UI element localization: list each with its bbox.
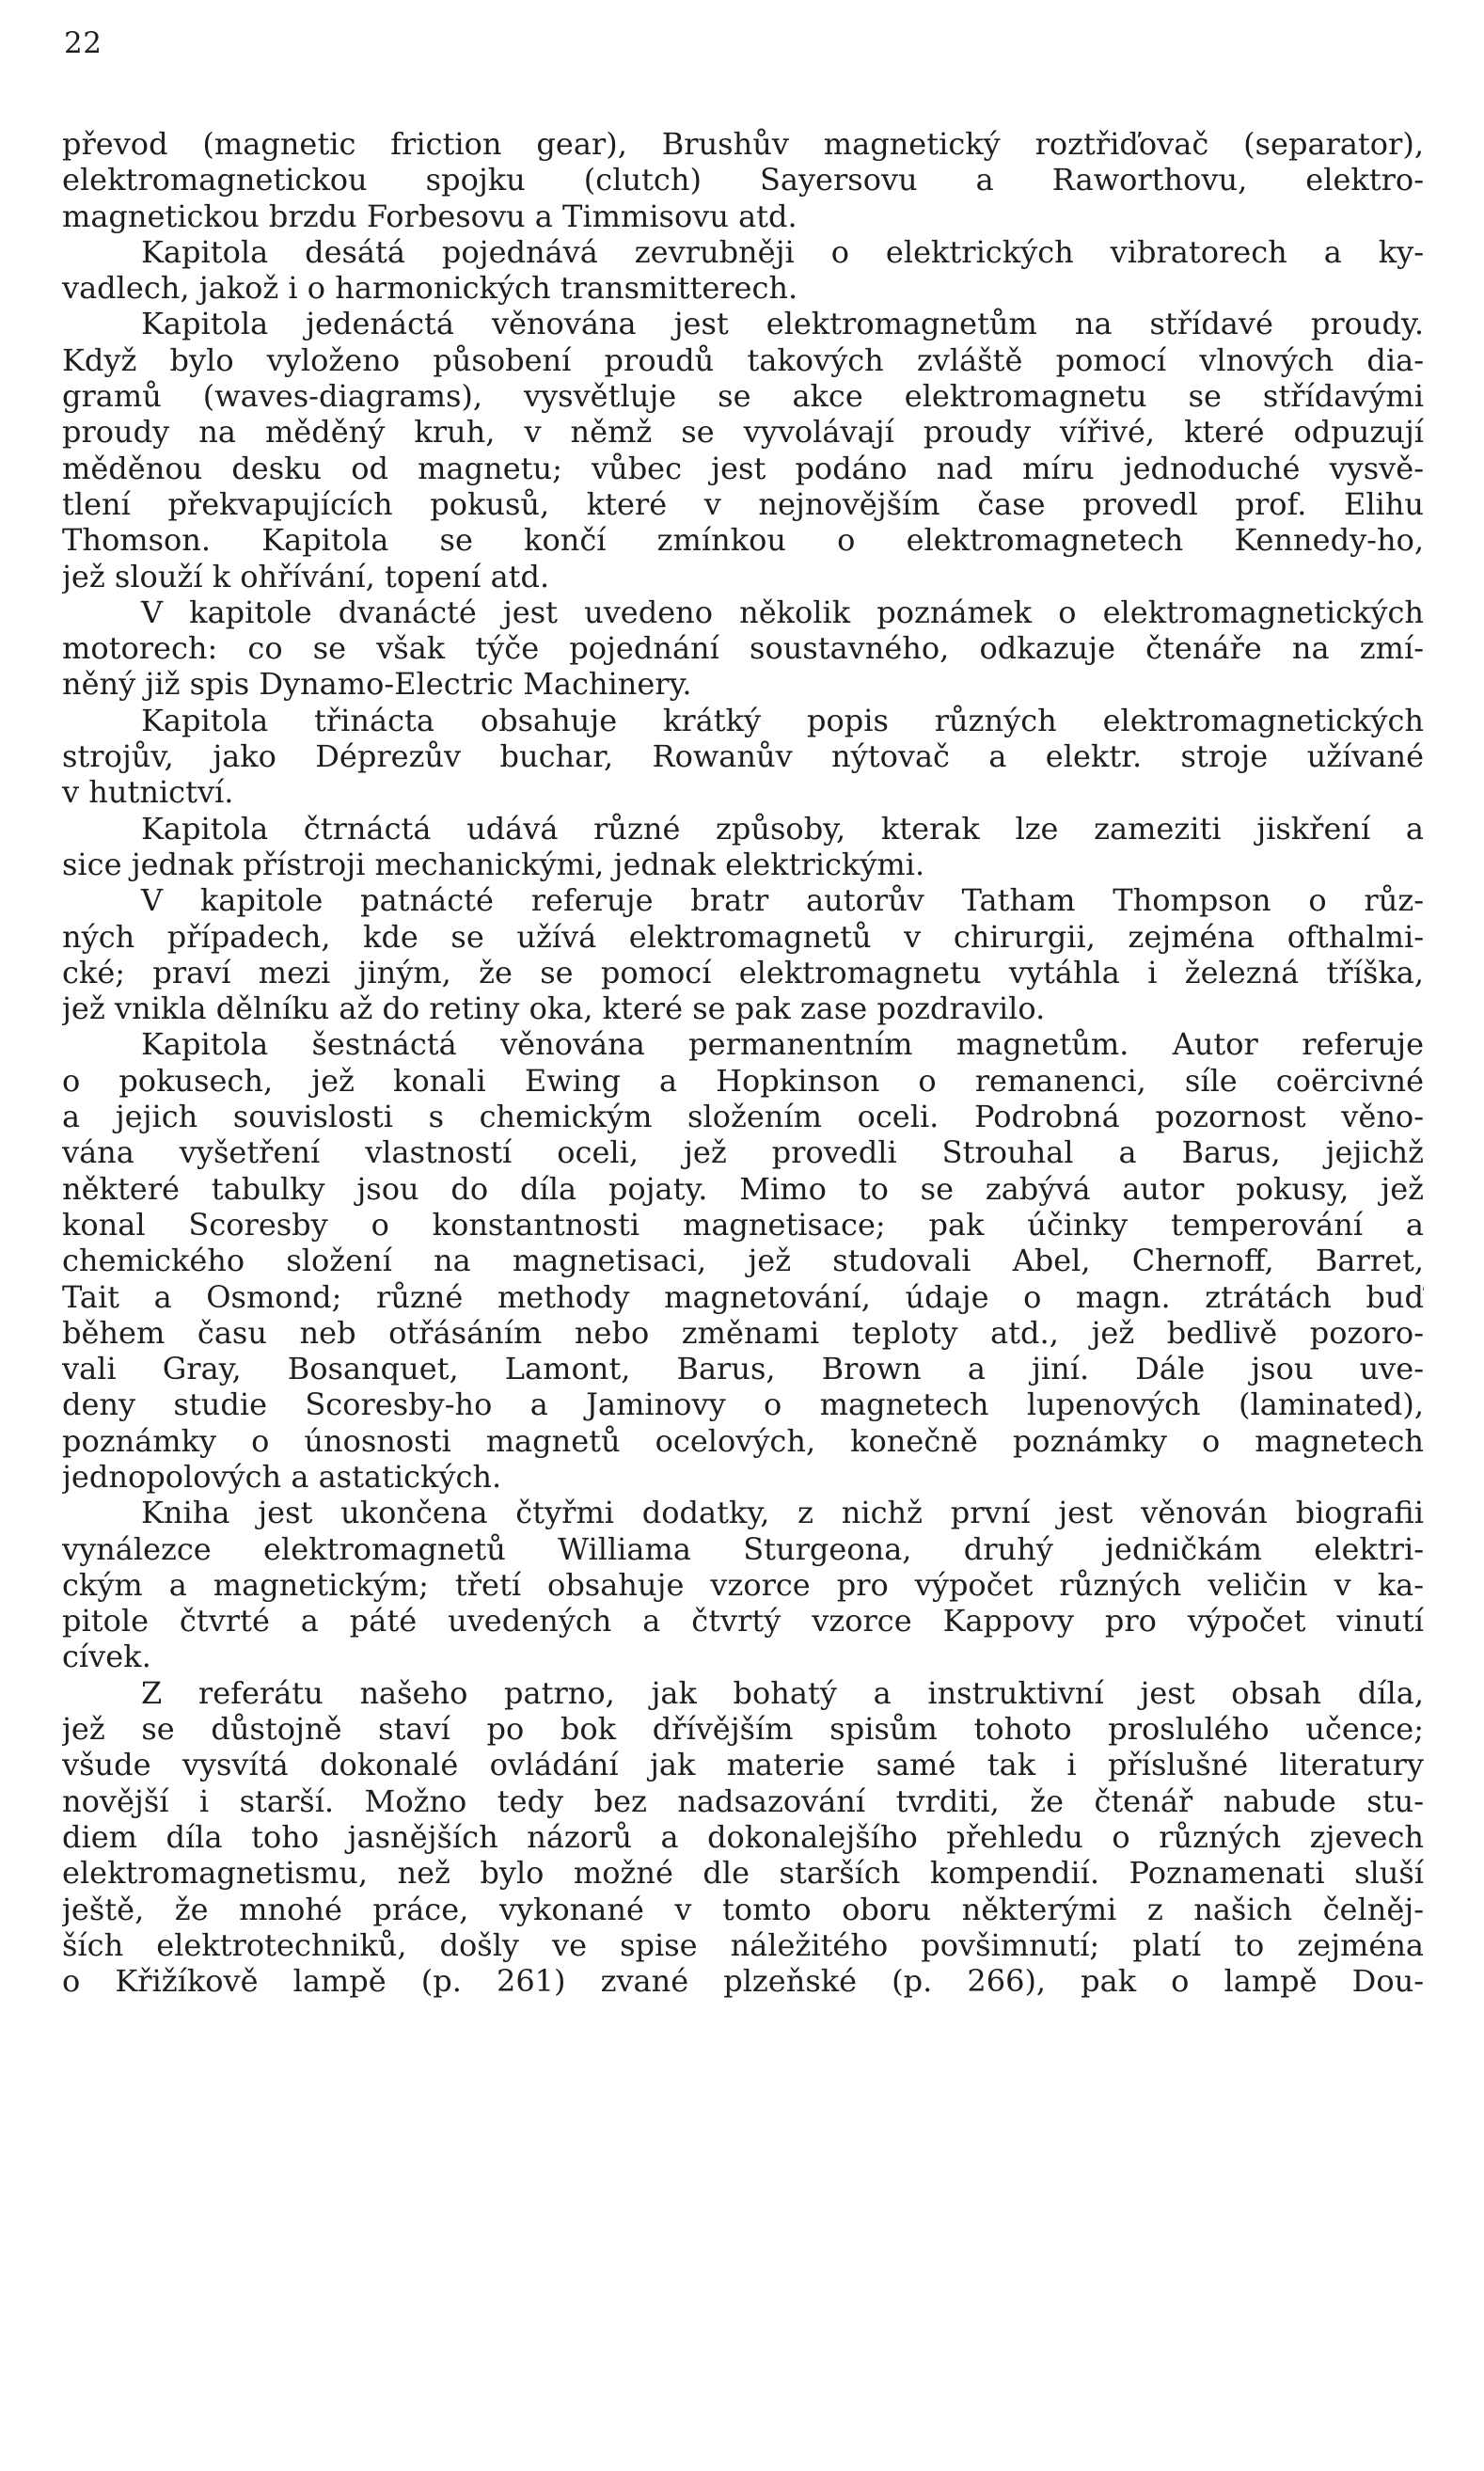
text-line: elektromagnetickou spojku (clutch) Sayersovu a Raworthovu, elektro- xyxy=(62,162,1424,198)
text-line: magnetickou brzdu Forbesovu a Timmisovu atd. xyxy=(62,198,797,234)
text-line: pitole čtvrté a páté uvedených a čtvrtý vzorce Kappovy pro výpočet vinutí xyxy=(62,1603,1424,1639)
text-line: vána vyšetření vlastností oceli, jež provedli Strouhal a Barus, jejichž xyxy=(62,1134,1424,1171)
text-line: Kniha jest ukončena čtyřmi dodatky, z nichž první jest věnován biografii xyxy=(141,1495,1424,1531)
text-line: vadlech, jakož i o harmonických transmitterech. xyxy=(62,270,798,307)
text-line: v hutnictví. xyxy=(62,774,234,811)
text-line: něný již spis Dynamo-Electric Machinery. xyxy=(62,666,692,703)
text-line: Z referátu našeho patrno, jak bohatý a instruktivní jest obsah díla, xyxy=(141,1674,1424,1711)
text-line: všude vysvítá dokonalé ovládání jak materie samé tak i příslušné literatury xyxy=(62,1747,1424,1783)
text-line: deny studie Scoresby-ho a Jaminovy o magnetech lupenových (laminated), xyxy=(62,1386,1424,1423)
text-line: jež slouží k ohřívání, topení atd. xyxy=(62,558,550,594)
text-line: diem díla toho jasnějších názorů a dokonalejšího přehledu o různých zjevech xyxy=(62,1818,1424,1855)
text-line: sice jednak přístroji mechanickými, jednak elektrickými. xyxy=(62,846,925,882)
text-line: během času neb otřásáním nebo změnami teploty atd., jež bedlivě pozoro- xyxy=(62,1314,1424,1351)
text-line: Kapitola třinácta obsahuje krátký popis různých elektromagnetických xyxy=(141,702,1424,738)
text-line: gramů (waves-diagrams), vysvětluje se akce elektromagnetu se střídavými xyxy=(62,378,1424,415)
text-line: chemického složení na magnetisaci, jež studovali Abel, Chernoff, Barret, xyxy=(62,1243,1424,1279)
text-line: Thomson. Kapitola se končí zmínkou o elektromagnetech Kennedy-ho, xyxy=(62,522,1424,559)
text-line: ještě, že mnohé práce, vykonané v tomto oboru některými z našich čelněj- xyxy=(62,1891,1424,1927)
text-line: Když bylo vyloženo působení proudů takových zvláště pomocí vlnových dia- xyxy=(62,341,1424,378)
text-line: jež se důstojně staví po bok dřívějším spisům tohoto proslulého učence; xyxy=(62,1711,1424,1748)
text-line: měděnou desku od magnetu; vůbec jest podáno nad míru jednoduché vysvě- xyxy=(62,450,1424,486)
text-line: elektromagnetismu, než bylo možné dle starších kompendií. Poznamenati sluší xyxy=(62,1855,1424,1892)
page-number: 22 xyxy=(64,26,103,60)
text-line: cké; praví mezi jiným, že se pomocí elektromagnetu vytáhla i železná tříška, xyxy=(62,954,1424,990)
text-line: Tait a Osmond; různé methody magnetování, údaje o magn. ztrátách buď xyxy=(62,1278,1424,1315)
text-line: Kapitola šestnáctá věnována permanentním magnetům. Autor referuje xyxy=(141,1026,1424,1063)
text-line: a jejich souvislosti s chemickým složením oceli. Podrobná pozornost věno- xyxy=(62,1099,1424,1135)
text-line: V kapitole dvanácté jest uvedeno několik poznámek o elektromagnetických xyxy=(141,594,1424,630)
text-line: Kapitola čtrnáctá udává různé způsoby, kterak lze zameziti jiskření a xyxy=(141,810,1424,847)
text-line: o Křižíkově lampě (p. 261) zvané plzeňské (p. 266), pak o lampě Dou- xyxy=(62,1963,1424,2000)
text-line: V kapitole patnácté referuje bratr autorův Tatham Thompson o růz- xyxy=(141,882,1424,919)
text-line: strojův, jako Déprezův buchar, Rowanův nýtovač a elektr. stroje užívané xyxy=(62,738,1424,775)
text-line: jež vnikla dělníku až do retiny oka, které se pak zase pozdravilo. xyxy=(62,990,1046,1027)
text-line: vynálezce elektromagnetů Williama Sturgeona, druhý jedničkám elektri- xyxy=(62,1530,1424,1567)
text-line: proudy na měděný kruh, v němž se vyvolávají proudy vířivé, které odpuzují xyxy=(62,414,1424,451)
text-line: cívek. xyxy=(62,1639,151,1675)
text-line: motorech: co se však týče pojednání soustavného, odkazuje čtenáře na zmí- xyxy=(62,630,1424,667)
text-line: převod (magnetic friction gear), Brushův magnetický roztřiďovač (separator), xyxy=(62,126,1424,162)
text-line: tlení překvapujících pokusů, které v nejnovějším čase provedl prof. Elihu xyxy=(62,485,1424,522)
body-text xyxy=(62,126,1424,1999)
text-line: ckým a magnetickým; třetí obsahuje vzorce pro výpočet různých veličin v ka- xyxy=(62,1566,1424,1603)
text-line: poznámky o únosnosti magnetů ocelových, konečně poznámky o magnetech xyxy=(62,1422,1424,1459)
text-line: ných případech, kde se užívá elektromagnetů v chirurgii, zejména ofthalmi- xyxy=(62,918,1424,955)
text-line: konal Scoresby o konstantnosti magnetisace; pak účinky temperování a xyxy=(62,1206,1424,1243)
text-line: Kapitola jedenáctá věnována jest elektromagnetům na střídavé proudy. xyxy=(141,306,1424,342)
text-line: některé tabulky jsou do díla pojaty. Mimo to se zabývá autor pokusy, jež xyxy=(62,1170,1424,1207)
text-line: o pokusech, jež konali Ewing a Hopkinson o remanenci, síle coërcivné xyxy=(62,1062,1424,1099)
text-line: ších elektrotechniků, došly ve spise náležitého povšimnutí; platí to zejména xyxy=(62,1926,1424,1963)
text-line: jednopolových a astatických. xyxy=(62,1458,502,1495)
text-line: vali Gray, Bosanquet, Lamont, Barus, Brown a jiní. Dále jsou uve- xyxy=(62,1351,1424,1387)
text-line: novější i starší. Možno tedy bez nadsazování tvrditi, že čtenář nabude stu- xyxy=(62,1782,1424,1819)
text-line: Kapitola desátá pojednává zevrubněji o elektrických vibratorech a ky- xyxy=(141,233,1424,270)
